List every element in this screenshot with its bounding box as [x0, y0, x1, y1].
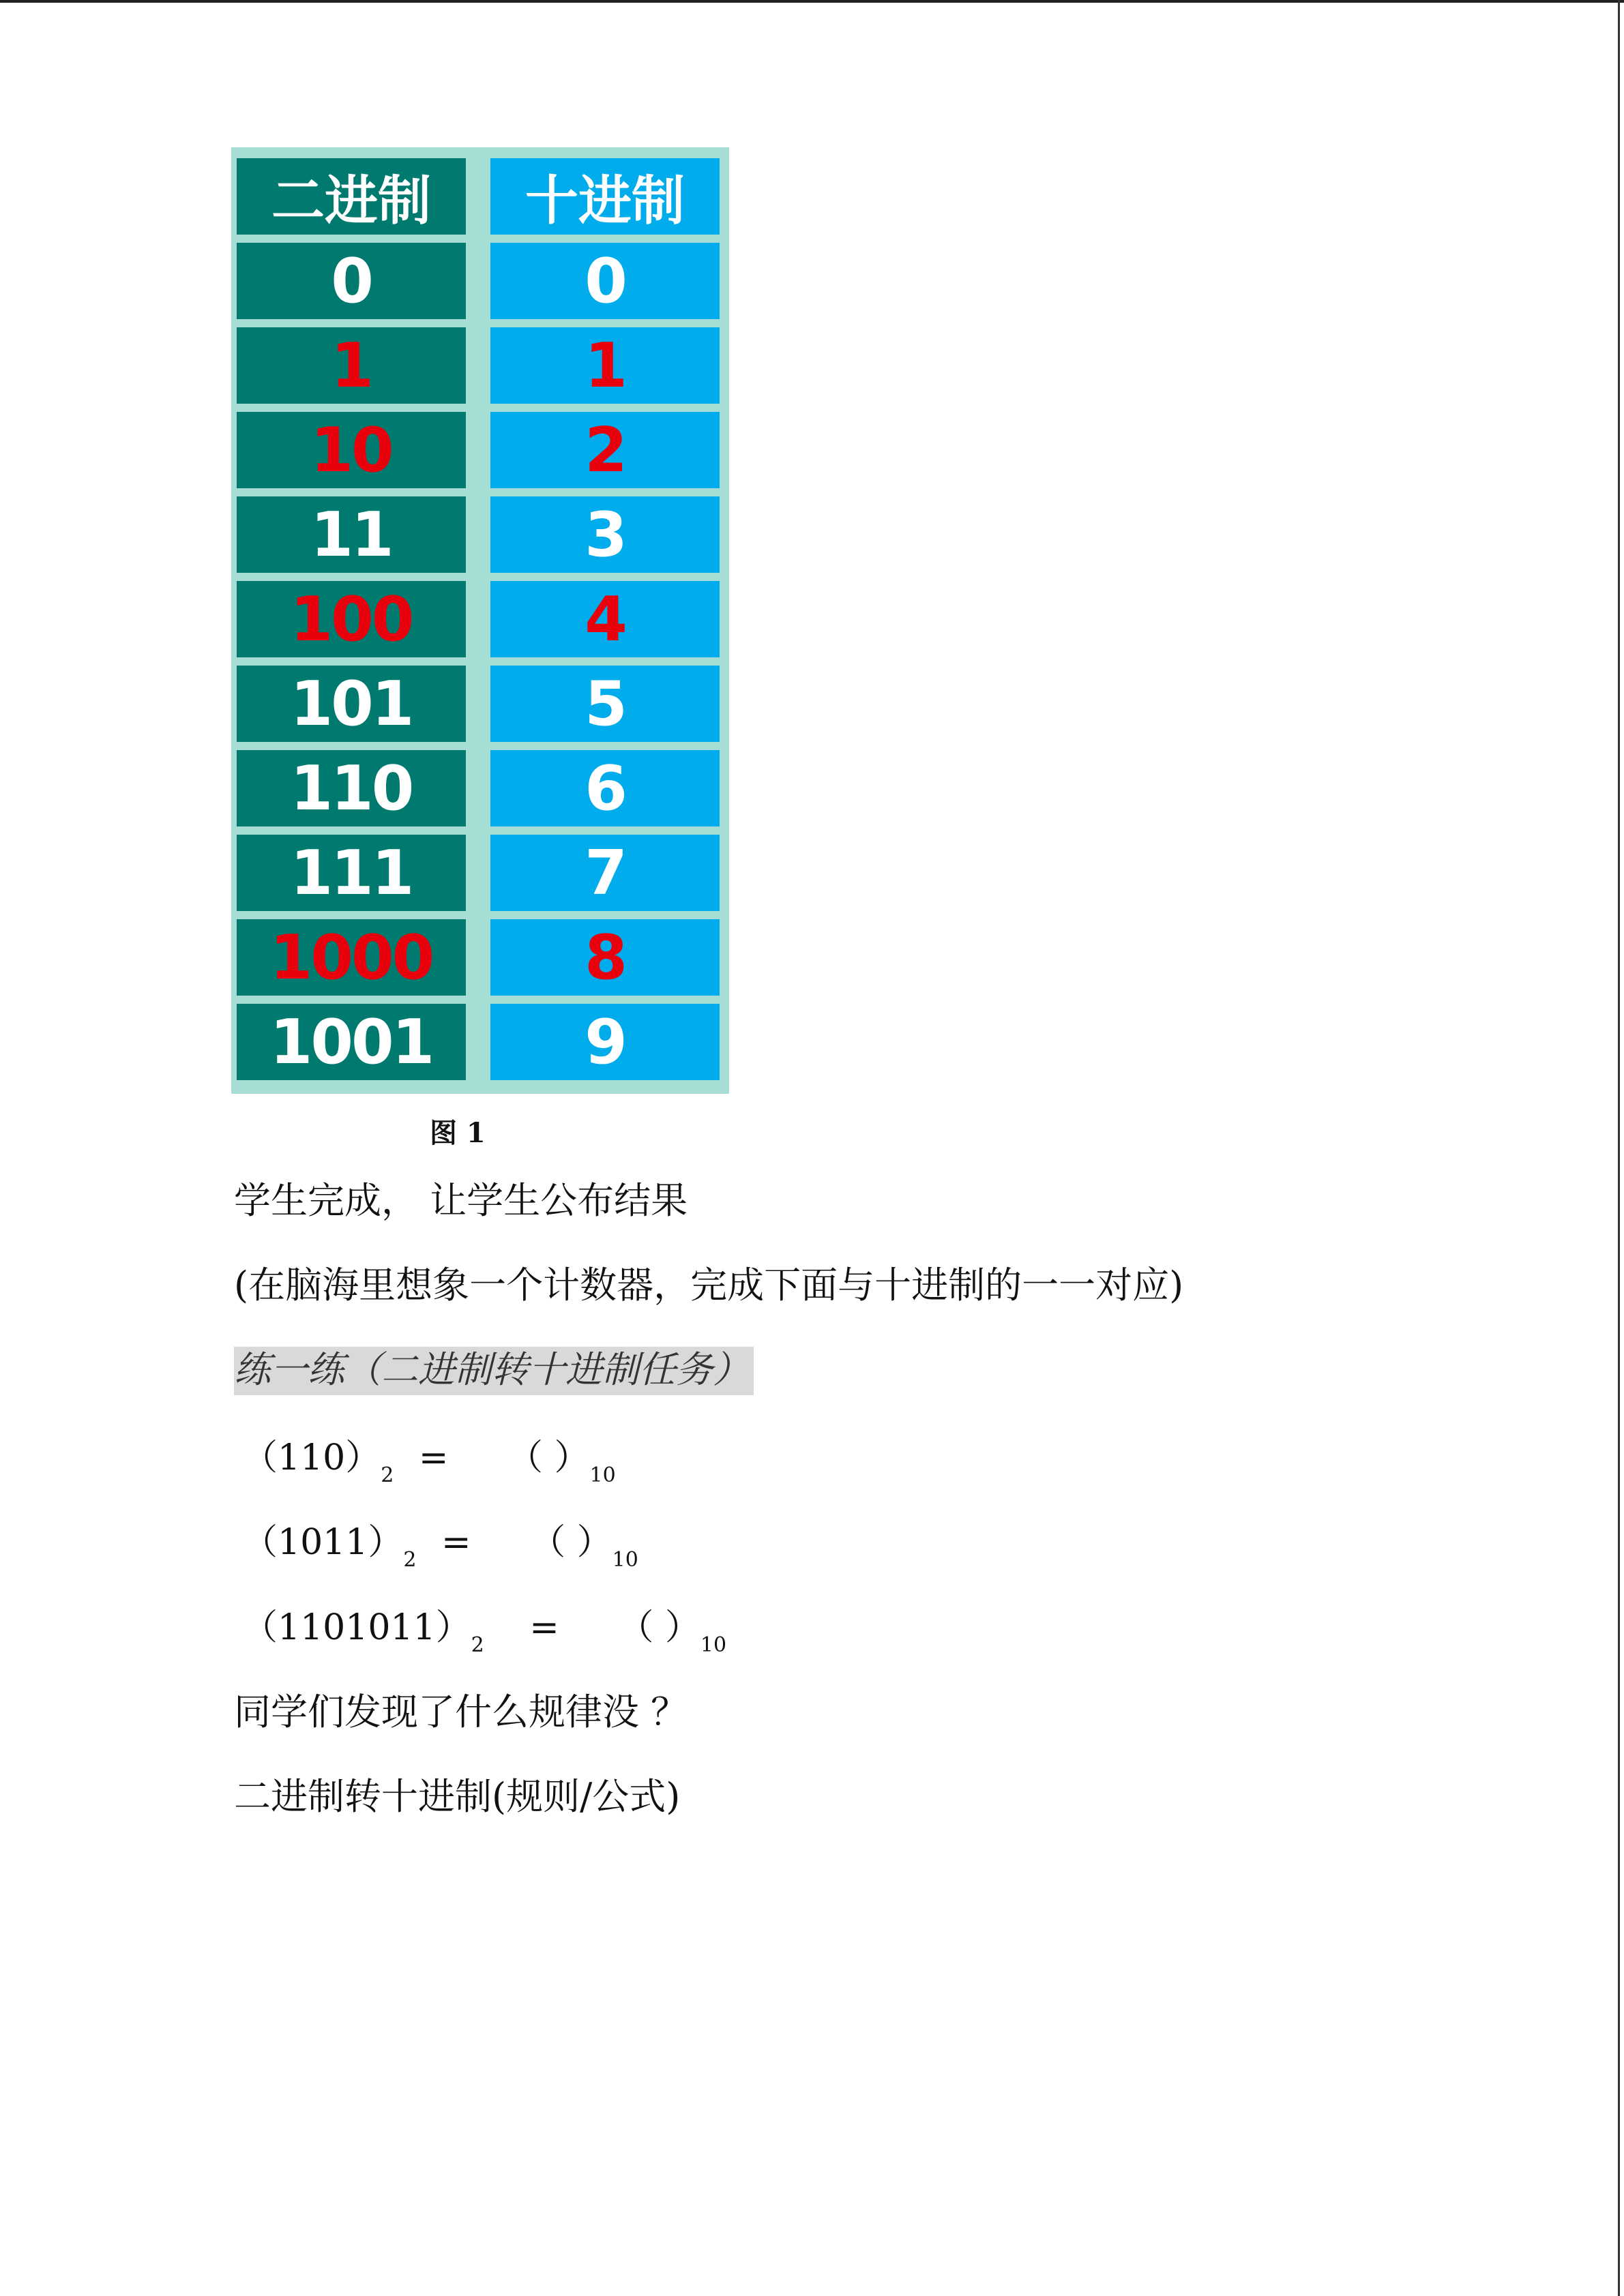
binary-cell: 110	[237, 750, 466, 826]
exercise-2	[242, 1513, 638, 1572]
decimal-cell: 8	[490, 919, 720, 996]
paragraph-rule: 二进制转十进制(规则/公式)	[234, 1775, 681, 1818]
exercise-base-to: 10	[612, 1548, 638, 1572]
binary-cell: 10	[237, 412, 466, 488]
exercise-base-from: 2	[381, 1463, 394, 1487]
conversion-table	[231, 147, 729, 1094]
exercise-binary-value: （1101011）	[242, 1607, 471, 1648]
binary-header-cell: 二进制	[237, 158, 466, 235]
decimal-cell: 9	[490, 1004, 720, 1080]
binary-cell: 1	[237, 327, 466, 404]
decimal-cell: 5	[490, 666, 720, 742]
practice-heading-highlight: 练一练（二进制转十进制任务）	[234, 1347, 754, 1395]
decimal-header-cell: 十进制	[490, 158, 720, 235]
exercise-equals: =	[529, 1607, 559, 1648]
paragraph-practice-heading	[234, 1341, 754, 1393]
exercise-blank[interactable]: （ ）	[618, 1607, 700, 1648]
exercise-base-from: 2	[471, 1633, 484, 1657]
decimal-cell: 2	[490, 412, 720, 488]
decimal-cell: 3	[490, 496, 720, 573]
exercise-base-to: 10	[589, 1463, 616, 1487]
binary-cell: 101	[237, 666, 466, 742]
binary-cell: 1001	[237, 1004, 466, 1080]
decimal-cell: 4	[490, 581, 720, 657]
binary-cell: 100	[237, 581, 466, 657]
binary-cell: 1000	[237, 919, 466, 996]
exercise-binary-value: （1011）	[242, 1522, 404, 1563]
decimal-cell: 1	[490, 327, 720, 404]
exercise-blank[interactable]: （ ）	[507, 1437, 590, 1478]
exercise-equals: =	[441, 1522, 471, 1563]
figure-caption: 图 1	[430, 1117, 486, 1149]
page-top-border	[0, 0, 1624, 3]
binary-cell: 11	[237, 496, 466, 573]
decimal-cell: 6	[490, 750, 720, 826]
exercise-base-to: 10	[700, 1633, 727, 1657]
exercise-blank[interactable]: （ ）	[530, 1522, 612, 1563]
exercise-equals: =	[418, 1437, 449, 1478]
exercise-base-from: 2	[403, 1548, 417, 1572]
decimal-cell: 0	[490, 243, 720, 319]
exercise-1	[242, 1429, 616, 1487]
decimal-cell: 7	[490, 835, 720, 911]
binary-cell: 0	[237, 243, 466, 319]
exercise-3	[242, 1598, 726, 1657]
exercise-binary-value: （110）	[242, 1437, 381, 1478]
paragraph-instruction: (在脑海里想象一个计数器，完成下面与十进制的一一对应)	[234, 1264, 1184, 1307]
binary-cell: 111	[237, 835, 466, 911]
paragraph-question: 同学们发现了什么规律没 ？	[234, 1690, 688, 1733]
page-right-border	[1618, 0, 1620, 2296]
paragraph-student-task: 学生完成， 让学生公布结果	[234, 1179, 688, 1222]
